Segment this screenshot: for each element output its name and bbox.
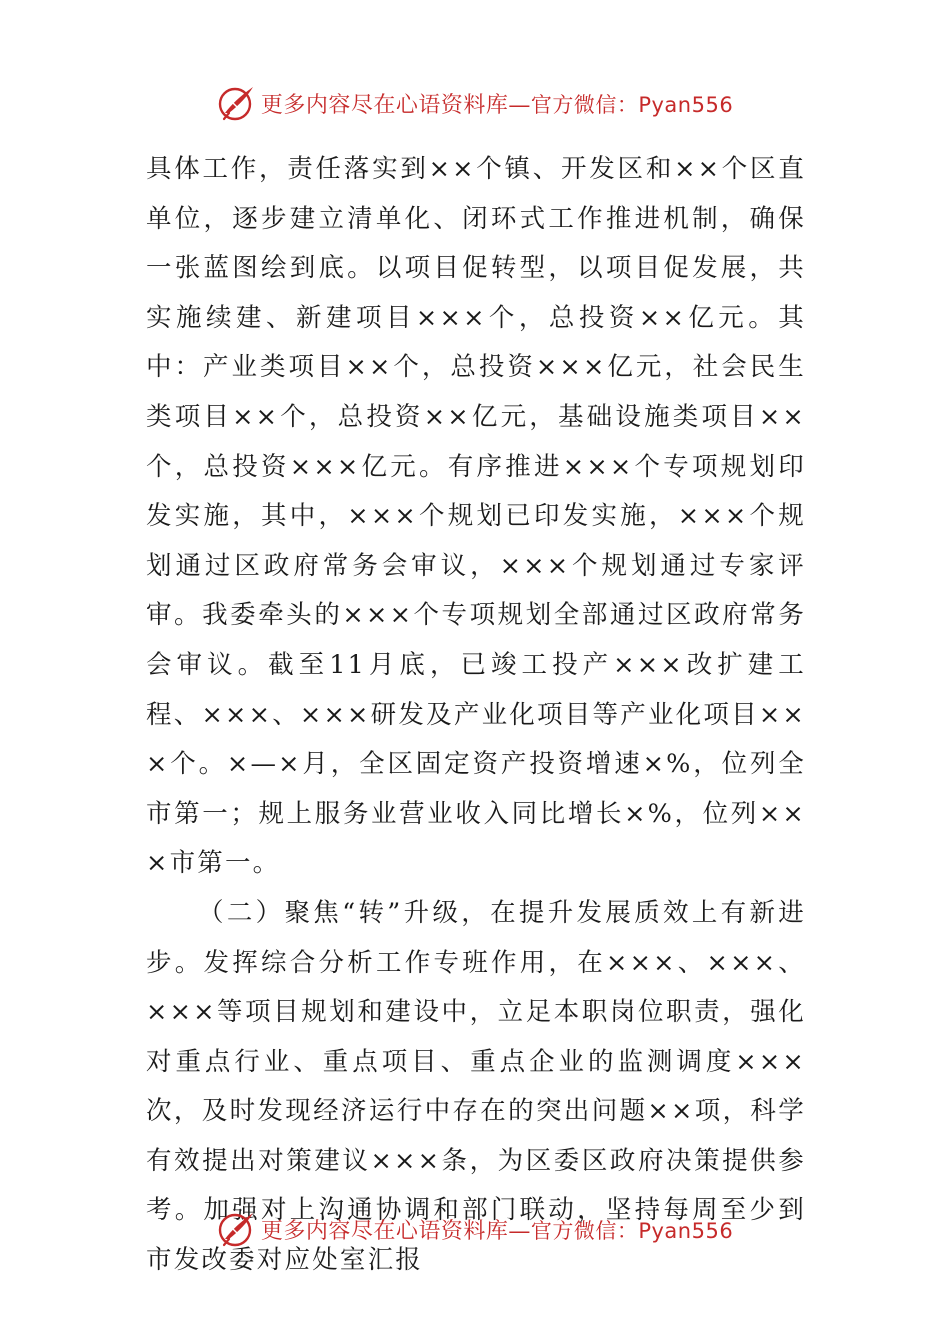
quill-pen-logo-icon [217, 83, 257, 123]
promo-dash: — [508, 92, 531, 118]
paragraph-1: 具体工作，责任落实到××个镇、开发区和××个区直单位，逐步建立清单化、闭环式工作推进机制，确保一张蓝图绘到底。以项目促转型，以项目促发展，共实施续建、新建项目×××个，总投资××亿元。其中：产业类项目××个，总投资×××亿元，社会民生类项目××个，总投资××亿元，基础设施类项目××个，总投资×××亿元。有序推进×××个专项规划印发实施，其中，×××个规划已印发实施，×××个规划通过区政府常务会审议，×××个规划通过专家评审。我委牵头的×××个专项规划全部通过区政府常务会审议。截至11月底，已竣工投产×××改扩建工程、×××、×××研发及产业化项目等产业化项目×××个。×—×月，全区固定资产投资增速×%，位列全市第一；规上服务业营业收入同比增长×%，位列×××市第一。 [146, 154, 806, 879]
header-watermark-banner [0, 80, 950, 126]
promo-dash: — [508, 1218, 531, 1244]
promo-text [261, 88, 733, 119]
footer-watermark-banner [0, 1206, 950, 1252]
promo-text [261, 1214, 733, 1245]
promo-wechat: 官方微信：Pyan556 [530, 1218, 734, 1243]
document-body [146, 145, 806, 1286]
quill-pen-logo-icon [217, 1209, 257, 1249]
promo-site: 更多内容尽在心语资料库 [260, 1218, 509, 1244]
paragraph-2: （二）聚焦“转”升级，在提升发展质效上有新进步。发挥综合分析工作专班作用，在×××、×××、×××等项目规划和建设中，立足本职岗位职责，强化对重点行业、重点项目、重点企业的监测调度×××次，及时发现经济运行中存在的突出问题××项，科学有效提出对策建议×××条，为区委区政府决策提供参考。加强对上沟通协调和部门联动，坚持每周至少到市发改委对应处室汇报 [146, 897, 806, 1276]
promo-wechat: 官方微信：Pyan556 [530, 92, 734, 117]
promo-site: 更多内容尽在心语资料库 [260, 92, 509, 118]
